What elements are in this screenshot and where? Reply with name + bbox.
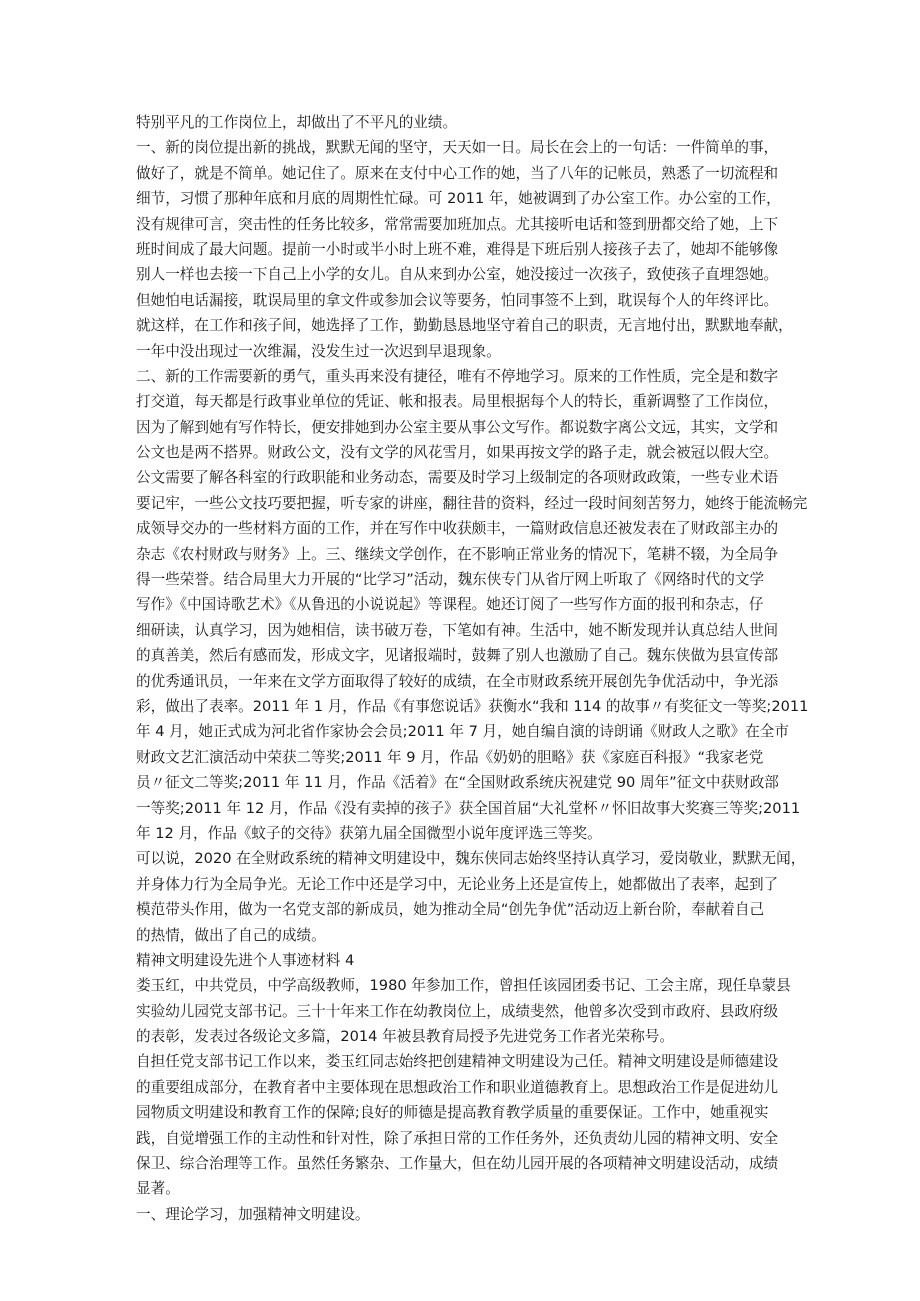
text-line: 班时间成了最大问题。提前一小时或半小时上班不难，难得是下班后别人接孩子去了，她却不能够像 [136,240,779,258]
text-line: 因为了解到她有写作特长，便安排她到办公室主要从事公文写作。都说数字离公文远，其实，文学和 [136,418,779,436]
text-line: 的重要组成部分，在教育者中主要体现在思想政治工作和职业道德教育上。思想政治工作是促进幼儿 [136,1078,779,1096]
text-line: 年 12 月，作品《蚊子的交待》获第九届全国微型小说年度评选三等奖。 [136,824,602,842]
text-line: 彩，做出了表率。2011 年 1 月，作品《有事您说话》获衡水“我和 114 的故事〃有奖征文一等奖;2011 [136,697,809,715]
text-line: 一年中没出现过一次维漏，没发生过一次迟到早退现象。 [136,342,501,360]
text-line: 杂志《农村财政与财务》上。三、继续文学创作，在不影响正常业务的情况下，笔耕不辍，为全局争 [136,545,779,563]
text-line: 年 4 月，她正式成为河北省作家协会会员;2011 年 7 月，她自编自演的诗朗诵《财政人之歌》在全市 [136,723,789,741]
text-line: 一等奖;2011 年 12 月，作品《没有卖掉的孩子》获全国首届“大礼堂杯〃怀旧故事大奖赛三等奖;2011 [136,799,801,817]
text-line: 模范带头作用，做为一名党支部的新成员，她为推动全局“创先争优”活动迈上新台阶，奉献着自己 [136,901,765,919]
text-line: 但她怕电话漏接，耽误局里的拿文件或参加会议等要务，怕同事签不上到，耽误每个人的年终评比。 [136,291,779,309]
text-line: 打交道，每天都是行政事业单位的凭证、帐和报表。局里根据每个人的特长，重新调整了工作岗位， [136,393,779,411]
text-line: 精神文明建设先进个人事迹材料 4 [136,951,355,969]
text-line: 细研读，认真学习，因为她相信，读书破万卷，下笔如有神。生活中，她不断发现并认真总结人世间 [136,621,779,639]
text-line: 财政文艺汇演活动中荣获二等奖;2011 年 9 月，作品《奶奶的胆略》获《家庭百科报》“我家老党 [136,748,764,766]
text-line: 一、新的岗位提出新的挑战，默默无闻的坚守，天天如一日。局长在会上的一句话：一件简单的事， [136,139,779,157]
text-line: 可以说，2020 在全财政系统的精神文明建设中，魏东侠同志始终坚持认真学习，爱岗敬业，默默无闻， [136,850,806,868]
text-line: 二、新的工作需要新的勇气，重头再来没有捷径，唯有不停地学习。原来的工作性质，完全是和数字 [136,367,779,385]
text-line: 的优秀通讯员，一年来在文学方面取得了较好的成绩，在全市财政系统开展创先争优活动中，争光添 [136,672,779,690]
text-line: 写作》《中国诗歌艺术》《从鲁迅的小说说起》等课程。她还订阅了一些写作方面的报刊和杂志，仔 [136,596,764,614]
text-line: 成领导交办的一些材料方面的工作，并在写作中收获颇丰，一篇财政信息还被发表在了财政部主办的 [136,520,779,538]
text-line: 细节，习惯了那种年底和月底的周期性忙碌。可 2011 年，她被调到了办公室工作。办公室的工作， [136,190,781,208]
text-line: 公文也是两不搭界。财政公文，没有文学的风花雪月，如果再按文学的路子走，就会被冠以假大空。 [136,444,779,462]
text-line: 没有规律可言，突击性的任务比较多，常常需要加班加点。尤其接听电话和签到册都交给了她，上下 [136,215,779,233]
text-line: 的热情，做出了自己的成绩。 [136,926,326,944]
text-line: 特别平凡的工作岗位上，却做出了不平凡的业绩。 [136,114,458,131]
text-line: 公文需要了解各科室的行政职能和业务动态，需要及时学习上级制定的各项财政政策，一些专业术语 [136,469,779,487]
document-body [136,110,809,1227]
text-line: 显著。 [136,1180,180,1198]
text-line: 并身体力行为全局争光。无论工作中还是学习中，无论业务上还是宣传上，她都做出了表率，起到了 [136,875,779,893]
text-line: 员〃征文二等奖;2011 年 11 月，作品《活着》在“全国财政系统庆祝建党 90 周年”征文中获财政部 [136,774,779,792]
text-line: 就这样，在工作和孩子间，她选择了工作，勤勤恳恳地坚守着自己的职责，无言地付出，默默地奉献， [136,317,793,335]
text-line: 的真善美，然后有感而发，形成文字，见诸报端时，鼓舞了别人也激励了自己。魏东侠做为县宣传部 [136,647,779,665]
text-line: 实验幼儿园党支部书记。三十十年来工作在幼教岗位上，成绩斐然，他曾多次受到市政府、县政府级 [136,1002,779,1020]
text-line: 得一些荣誉。结合局里大力开展的“比学习”活动，魏东侠专门从省厅网上听取了《网络时代的文学 [136,571,765,589]
text-line: 保卫、综合治理等工作。虽然任务繁杂、工作量大，但在幼儿园开展的各项精神文明建设活动，成绩 [136,1155,779,1173]
text-line: 园物质文明建设和教育工作的保障;良好的师德是提高教育教学质量的重要保证。工作中，她重视实 [136,1104,769,1122]
text-line: 践，自觉增强工作的主动性和针对性，除了承担日常的工作任务外，还负责幼儿园的精神文明、安全 [136,1129,779,1147]
text-line: 别人一样也去接一下自己上小学的女儿。自从来到办公室，她没接过一次孩子，致使孩子直埋怨她。 [136,266,779,284]
text-line: 做好了，就是不简单。她记住了。原来在支付中心工作的她，当了八年的记帐员，熟悉了一切流程和 [136,164,779,182]
text-line: 的表彰，发表过各级论文多篇，2014 年被县教育局授予先进党务工作者光荣称号。 [136,1028,674,1046]
text-line: 要记牢，一些公文技巧要把握，听专家的讲座，翻往昔的资料，经过一段时间刻苦努力，她终于能流畅完 [136,494,808,512]
text-line: 一、理论学习，加强精神文明建设。 [136,1205,370,1223]
text-line: 娄玉红，中共党员，中学高级教师，1980 年参加工作，曾担任该园团委书记、工会主席，现任阜蒙县 [136,977,791,995]
text-line: 自担任党支部书记工作以来，娄玉红同志始终把创建精神文明建设为己任。精神文明建设是师德建设 [136,1053,779,1071]
